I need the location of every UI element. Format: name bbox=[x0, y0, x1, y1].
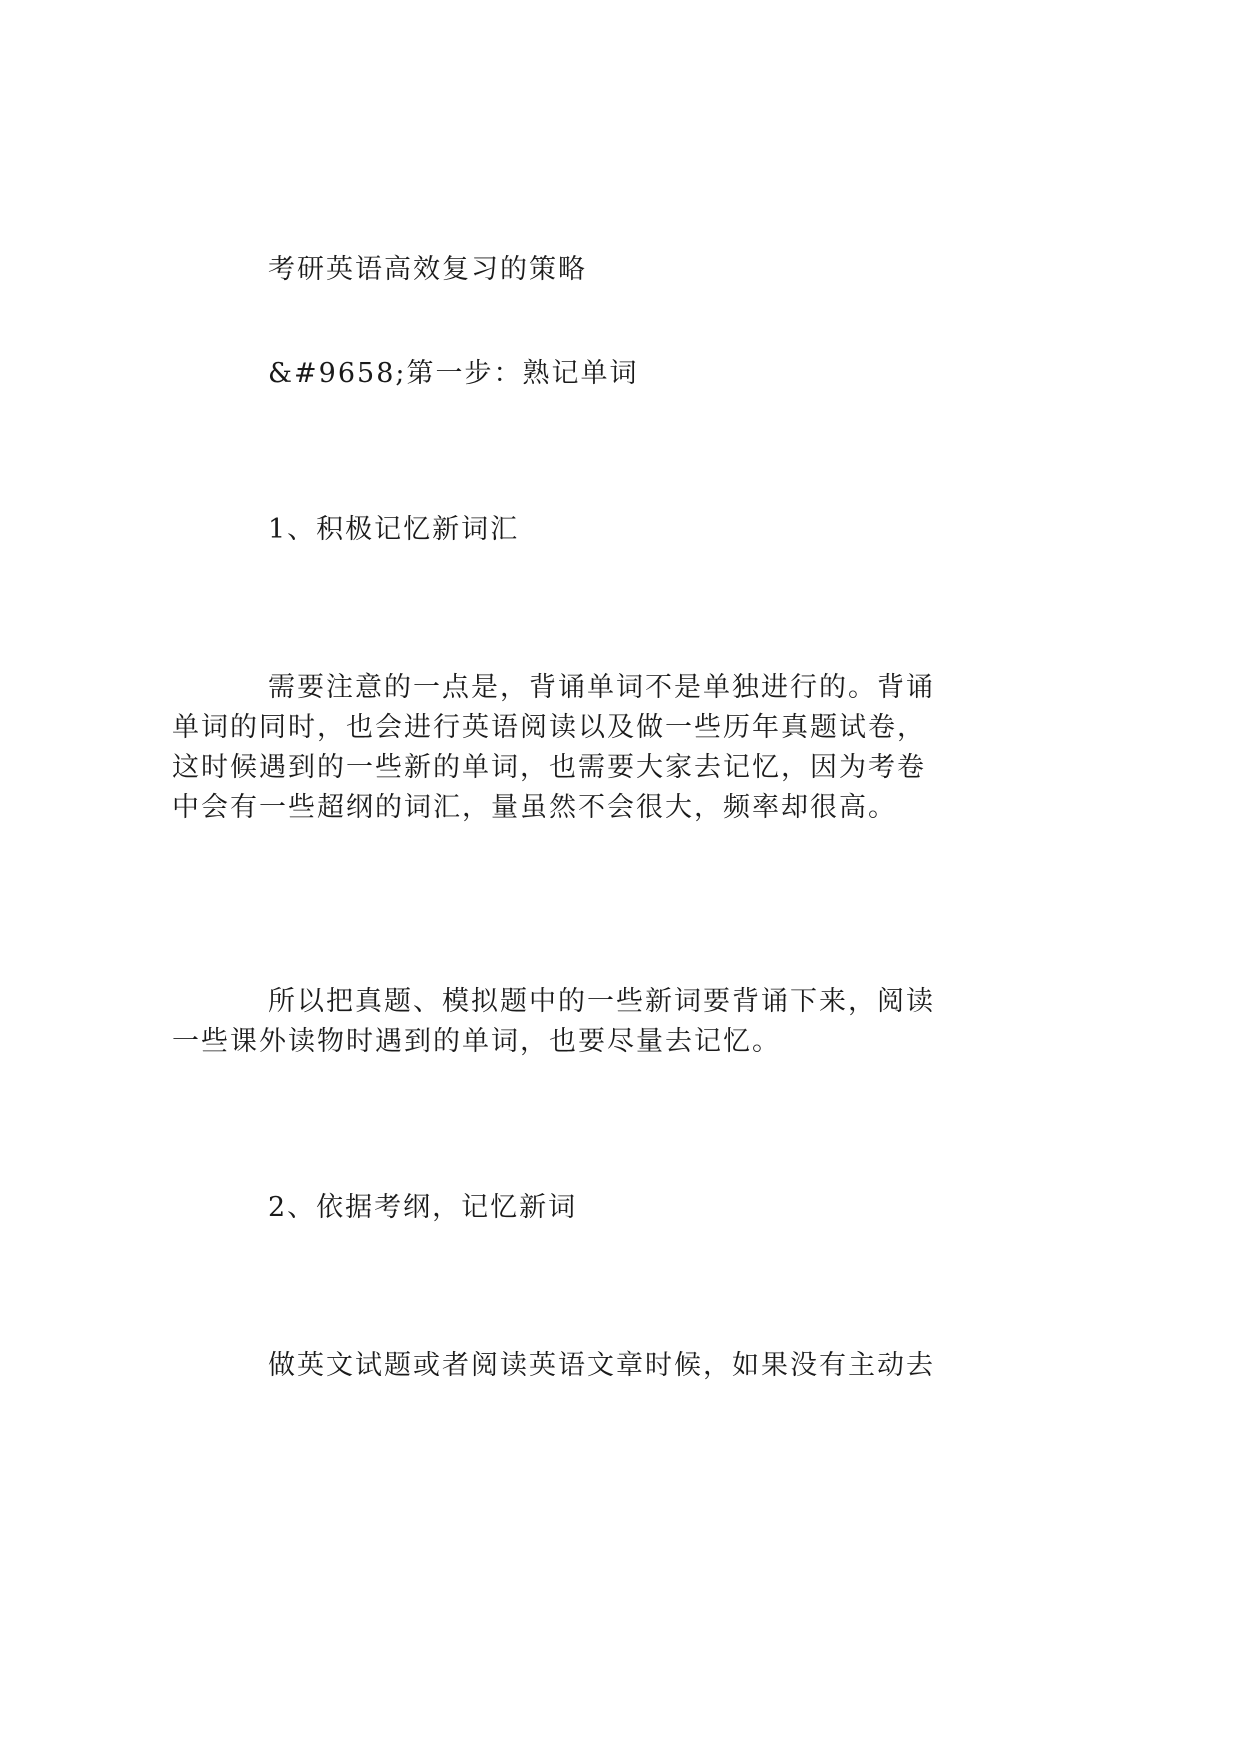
section-heading-1: 1、积极记忆新词汇 bbox=[268, 514, 520, 545]
paragraph-line: 单词的同时，也会进行英语阅读以及做一些历年真题试卷， bbox=[172, 712, 926, 743]
section-heading-2: 2、依据考纲，记忆新词 bbox=[268, 1192, 578, 1223]
document-title: 考研英语高效复习的策略 bbox=[268, 254, 587, 285]
paragraph-line: 一些课外读物时遇到的单词，也要尽量去记忆。 bbox=[172, 1026, 781, 1057]
paragraph-line: 做英文试题或者阅读英语文章时候，如果没有主动去 bbox=[268, 1350, 935, 1381]
paragraph-1 bbox=[172, 668, 952, 828]
paragraph-line: 所以把真题、模拟题中的一些新词要背诵下来，阅读 bbox=[268, 986, 935, 1017]
paragraph-3 bbox=[172, 1346, 952, 1386]
step-heading: &#9658;第一步：熟记单词 bbox=[268, 358, 639, 389]
paragraph-line: 中会有一些超纲的词汇，量虽然不会很大，频率却很高。 bbox=[172, 792, 897, 823]
paragraph-line: 需要注意的一点是，背诵单词不是单独进行的。背诵 bbox=[268, 672, 935, 703]
paragraph-line: 这时候遇到的一些新的单词，也需要大家去记忆，因为考卷 bbox=[172, 752, 926, 783]
paragraph-2 bbox=[172, 982, 952, 1062]
